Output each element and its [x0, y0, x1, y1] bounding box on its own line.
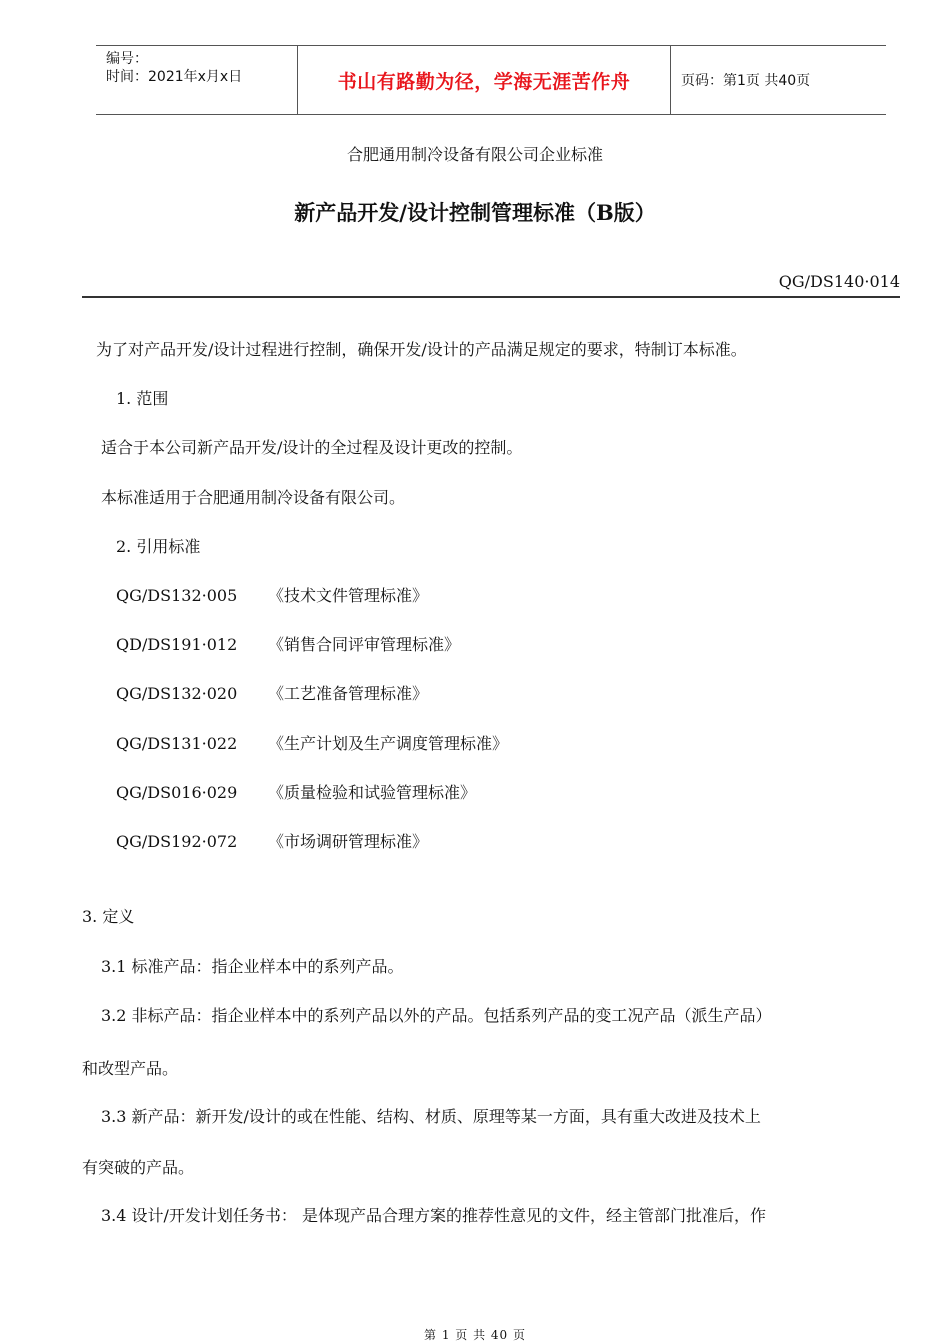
- header-motto-cell: [297, 46, 671, 114]
- reference-code: QG/DS016·029: [116, 783, 238, 802]
- reference-name: 《销售合同评审管理标准》: [268, 635, 461, 654]
- reference-name: 《工艺准备管理标准》: [268, 684, 429, 703]
- page-footer: 第 1 页 共 40 页: [424, 1328, 526, 1342]
- reference-code: QD/DS191·012: [116, 635, 238, 654]
- time-label: 时间：2021年x月x日: [106, 69, 243, 85]
- definition-3-1: 3.1 标准产品：指企业样本中的系列产品。: [101, 957, 404, 976]
- reference-name: 《生产计划及生产调度管理标准》: [268, 734, 509, 753]
- page-info: 页码：第1页 共40页: [681, 73, 811, 89]
- reference-item: [116, 731, 508, 754]
- reference-item: [116, 681, 428, 704]
- reference-item: [116, 829, 428, 852]
- section-1-paragraph: 本标准适用于合肥通用制冷设备有限公司。: [101, 488, 406, 507]
- header-meta: [96, 46, 297, 114]
- reference-item: [116, 583, 428, 606]
- title-divider: [82, 296, 900, 298]
- definition-3-2-cont: 和改型产品。: [82, 1059, 179, 1078]
- section-1-heading: 1. 范围: [116, 389, 169, 408]
- motto: 书山有路勤为径，学海无涯苦作舟: [337, 70, 631, 93]
- section-3-heading: 3. 定义: [82, 907, 135, 926]
- definition-3-4: 3.4 设计/开发计划任务书： 是体现产品合理方案的推荐性意见的文件，经主管部门批准后，作: [101, 1206, 767, 1225]
- header-page-info: [671, 46, 886, 114]
- section-1-paragraph: 适合于本公司新产品开发/设计的全过程及设计更改的控制。: [101, 438, 523, 457]
- reference-name: 《技术文件管理标准》: [268, 586, 429, 605]
- reference-name: 《市场调研管理标准》: [268, 832, 429, 851]
- reference-item: [116, 780, 476, 803]
- company-standard: 合肥通用制冷设备有限公司企业标准: [346, 145, 603, 164]
- reference-item: [116, 632, 460, 655]
- number-label: 编号：: [106, 51, 148, 67]
- section-2-heading: 2. 引用标准: [116, 537, 201, 556]
- document-title: 新产品开发/设计控制管理标准（B版）: [294, 200, 656, 225]
- definition-3-3-cont: 有突破的产品。: [82, 1158, 195, 1177]
- reference-code: QG/DS132·005: [116, 586, 238, 605]
- document-code: QG/DS140·014: [778, 272, 900, 291]
- reference-code: QG/DS132·020: [116, 684, 238, 703]
- header-table: [96, 45, 886, 115]
- reference-name: 《质量检验和试验管理标准》: [268, 783, 477, 802]
- reference-code: QG/DS131·022: [116, 734, 238, 753]
- reference-code: QG/DS192·072: [116, 832, 238, 851]
- definition-3-2: 3.2 非标产品：指企业样本中的系列产品以外的产品。包括系列产品的变工况产品（派生产品）: [101, 1006, 772, 1025]
- definition-3-3: 3.3 新产品：新开发/设计的或在性能、结构、材质、原理等某一方面，具有重大改进及技术上: [101, 1107, 761, 1126]
- intro-paragraph: 为了对产品开发/设计过程进行控制，确保开发/设计的产品满足规定的要求，特制订本标准。: [96, 340, 747, 359]
